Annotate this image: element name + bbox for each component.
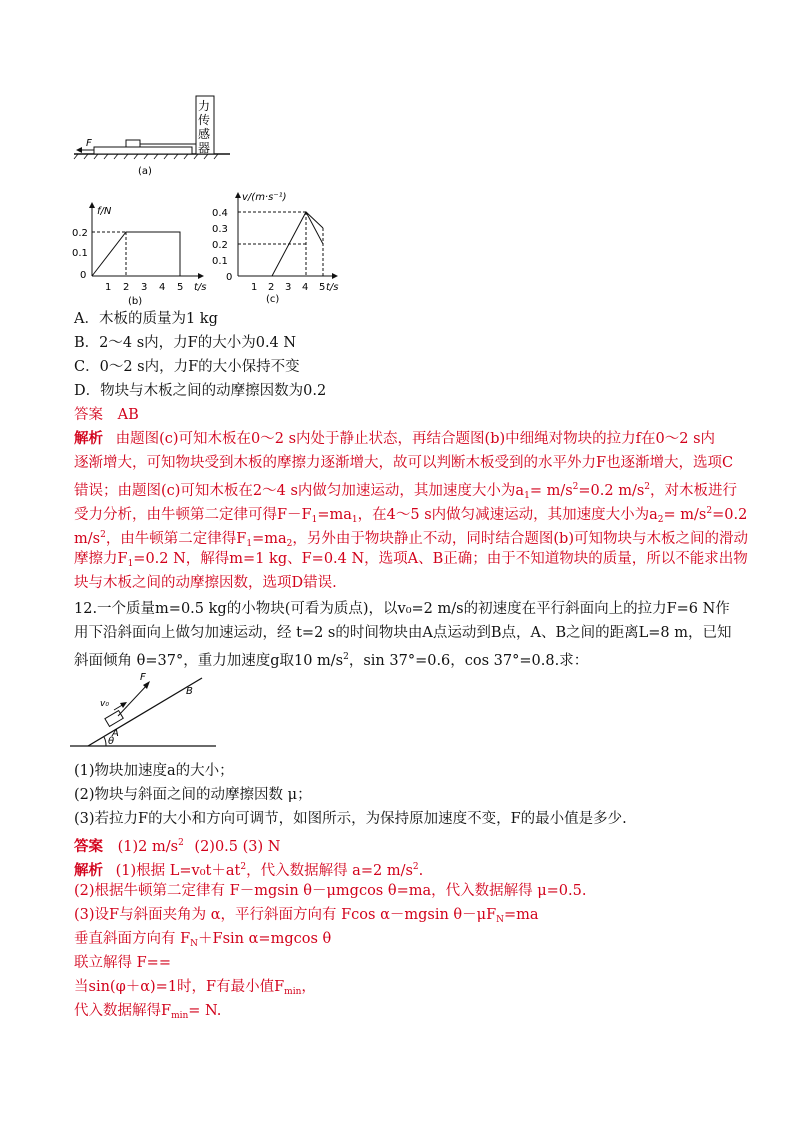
xtick-c-1: 1 <box>251 282 258 293</box>
t: 垂直斜面方向有 F <box>74 931 191 947</box>
answer-11 <box>74 406 139 424</box>
sup: 2 <box>572 482 579 492</box>
friction-curve <box>92 232 180 276</box>
t: =ma <box>252 531 287 547</box>
t: 错误；由题图(c)可知木板在2～4 s内做匀加速运动，其加速度大小为a <box>74 483 525 499</box>
t: m/s <box>74 531 101 547</box>
q12-line-1: 12.一个质量m=0.5 kg的小物块(可看为质点)，以v₀=2 m/s的初速度在平行斜面向上的拉力F=6 N作 <box>74 601 730 617</box>
ytick-b-0.1: 0.1 <box>72 248 88 259</box>
figure-a <box>70 90 240 180</box>
sub: 1 <box>524 491 530 501</box>
sub: 1 <box>127 559 134 569</box>
analysis-12-line-6 <box>74 978 316 1001</box>
t: ，另外由于物块静止不动，同时结合题图(b)可知物块与木板之间的滑动 <box>292 531 748 547</box>
caption-c: (c) <box>266 294 280 305</box>
ytick-c-0.2: 0.2 <box>212 240 228 251</box>
ytick-c-0.1: 0.1 <box>212 256 228 267</box>
t: =0.2 m/s <box>578 483 645 499</box>
t: (3)设F与斜面夹角为 α，平行斜面方向有 Fcos α－mgsin θ－μF <box>74 907 497 923</box>
answer-12 <box>74 834 280 856</box>
analysis-11-line-1 <box>74 430 715 448</box>
force-label-F: F <box>86 138 92 149</box>
sup: 2 <box>100 530 106 540</box>
option-d: D．物块与木板之间的动摩擦因数为0.2 <box>74 383 327 399</box>
q12-line-2: 用下沿斜面向上做匀加速运动，经 t=2 s的时间物块由A点运动到B点，A、B之间的距离L=8 m，已知 <box>74 625 732 641</box>
label-A: A <box>112 728 119 739</box>
figure-c <box>208 188 348 306</box>
xlabel-b: t/s <box>194 282 207 293</box>
sup: 2 <box>240 862 247 872</box>
q12-sub-2: (2)物块与斜面之间的动摩擦因数 μ； <box>74 787 312 803</box>
caption-a: (a) <box>138 166 152 177</box>
xtick-b-5: 5 <box>177 282 184 293</box>
t: (2)0.5 (3) N <box>194 839 281 855</box>
analysis-11-line-5 <box>74 526 748 553</box>
t: (1)根据 L=v₀t＋at <box>115 863 241 879</box>
answer-label: 答案 <box>74 838 103 855</box>
option-b: B．2～4 s内，力F的大小为0.4 N <box>74 335 297 351</box>
t: = m/s <box>529 483 573 499</box>
t: ，由牛顿第二定律得F <box>105 531 247 547</box>
sup: 2 <box>343 652 349 662</box>
sub: 1 <box>311 515 318 525</box>
analysis-11-line-7: 块与木板之间的动摩擦因数，选项D错误. <box>74 575 337 591</box>
ytick-c-0.3: 0.3 <box>212 224 228 235</box>
board <box>94 147 192 154</box>
xtick-b-1: 1 <box>105 282 112 293</box>
ytick-b-0.2: 0.2 <box>72 228 88 239</box>
analysis-12-line-7 <box>74 1002 221 1025</box>
t: ，对木板进行 <box>650 483 738 499</box>
analysis-12-line-3 <box>74 906 539 929</box>
sensor-char-4: 器 <box>198 141 211 155</box>
ylabel-b: f/N <box>97 206 112 217</box>
t: (1)2 m/s <box>117 839 179 855</box>
t: 代入数据解得F <box>74 1003 172 1019</box>
sub: N <box>190 939 199 949</box>
t: =ma <box>317 507 352 523</box>
analysis-11-line-2: 逐渐增大，可知物块受到木板的摩擦力逐渐增大，故可以判断木板受到的水平外力F也逐渐增大，选项C <box>74 455 734 471</box>
t: ＋Fsin α=mgcos θ <box>198 931 332 947</box>
xtick-c-3: 3 <box>285 282 292 293</box>
analysis-12-line-5: 联立解得 F== <box>74 955 171 971</box>
t: =0.2 N，解得m=1 kg、F=0.4 N，选项A、B正确；由于不知道物块的质量，所以不能求出物 <box>133 551 748 567</box>
block <box>126 140 140 147</box>
t: =ma <box>504 907 539 923</box>
sup: 2 <box>178 838 184 848</box>
theta-label: θ <box>108 736 115 747</box>
analysis-11-line-4 <box>74 502 747 529</box>
t: 当sin(φ＋α)=1时，F有最小值F <box>74 979 285 995</box>
analysis-label: 解析 <box>74 862 103 879</box>
ytick-b-0: 0 <box>80 270 87 281</box>
answer-value: AB <box>117 407 139 423</box>
t: . <box>418 863 424 879</box>
sub: 2 <box>657 515 664 525</box>
sensor-char-1: 力 <box>198 99 211 113</box>
figure-incline <box>70 670 220 752</box>
q12-line-3 <box>74 648 588 670</box>
q12-sub-1: (1)物块加速度a的大小； <box>74 763 234 779</box>
analysis-12-line-2: (2)根据牛顿第二定律有 F－mgsin θ－μmgcos θ=ma，代入数据解得 μ=0.5. <box>74 883 587 899</box>
ylabel-c: v/(m·s⁻¹) <box>242 192 287 203</box>
xtick-c-4: 4 <box>302 282 309 293</box>
ytick-c-0: 0 <box>226 272 233 283</box>
xlabel-c: t/s <box>326 282 339 293</box>
xtick-b-3: 3 <box>141 282 148 293</box>
label-F: F <box>140 672 146 683</box>
xtick-c-2: 2 <box>268 282 275 293</box>
analysis-12-line-4 <box>74 930 331 953</box>
t: 斜面倾角 θ=37°，重力加速度g取10 m/s <box>74 653 344 669</box>
analysis-text: 由题图(c)可知木板在0～2 s内处于静止状态，再结合题图(b)中细绳对物块的拉力f在0～2 s内 <box>115 431 716 447</box>
sup: 2 <box>644 482 651 492</box>
ytick-c-0.4: 0.4 <box>212 208 228 219</box>
t: ，sin 37°=0.6，cos 37°=0.8.求： <box>348 653 589 669</box>
q12-sub-3: (3)若拉力F的大小和方向可调节，如图所示，为保持原加速度不变，F的最小值是多少. <box>74 811 627 827</box>
sub: 1 <box>351 515 358 525</box>
analysis-11-line-3 <box>74 478 737 505</box>
sensor-char-3: 感 <box>198 127 211 141</box>
sub: 2 <box>286 539 293 549</box>
force-arrow <box>118 684 148 716</box>
answer-label: 答案 <box>74 407 103 423</box>
xtick-b-4: 4 <box>159 282 166 293</box>
analysis-12-line-1 <box>74 858 423 880</box>
t: = N. <box>188 1003 222 1019</box>
option-c: C．0～2 s内，力F的大小保持不变 <box>74 359 300 375</box>
t: ，代入数据解得 a=2 m/s <box>246 863 413 879</box>
sensor-char-2: 传 <box>198 113 211 127</box>
sub: N <box>496 915 505 925</box>
sub: min <box>284 987 302 997</box>
t: ， <box>301 979 316 995</box>
t: 受力分析，由牛顿第二定律可得F－F <box>74 507 312 523</box>
incline-surface <box>88 678 202 746</box>
sub: 1 <box>246 539 253 549</box>
t: = m/s <box>663 507 707 523</box>
label-v0: v₀ <box>100 699 109 709</box>
option-a: A．木板的质量为1 kg <box>74 311 218 327</box>
t: 摩擦力F <box>74 551 128 567</box>
xtick-c-5: 5 <box>319 282 326 293</box>
sup: 2 <box>412 862 419 872</box>
xtick-b-2: 2 <box>123 282 130 293</box>
caption-b: (b) <box>128 296 143 306</box>
analysis-label: 解析 <box>74 430 103 447</box>
analysis-11-line-6 <box>74 550 748 573</box>
figure-b <box>70 198 210 306</box>
t: ，在4～5 s内做匀减速运动，其加速度大小为a <box>357 507 658 523</box>
sub: min <box>171 1011 189 1021</box>
label-B: B <box>186 686 193 697</box>
sup: 2 <box>706 506 713 516</box>
t: =0.2 <box>712 507 748 523</box>
